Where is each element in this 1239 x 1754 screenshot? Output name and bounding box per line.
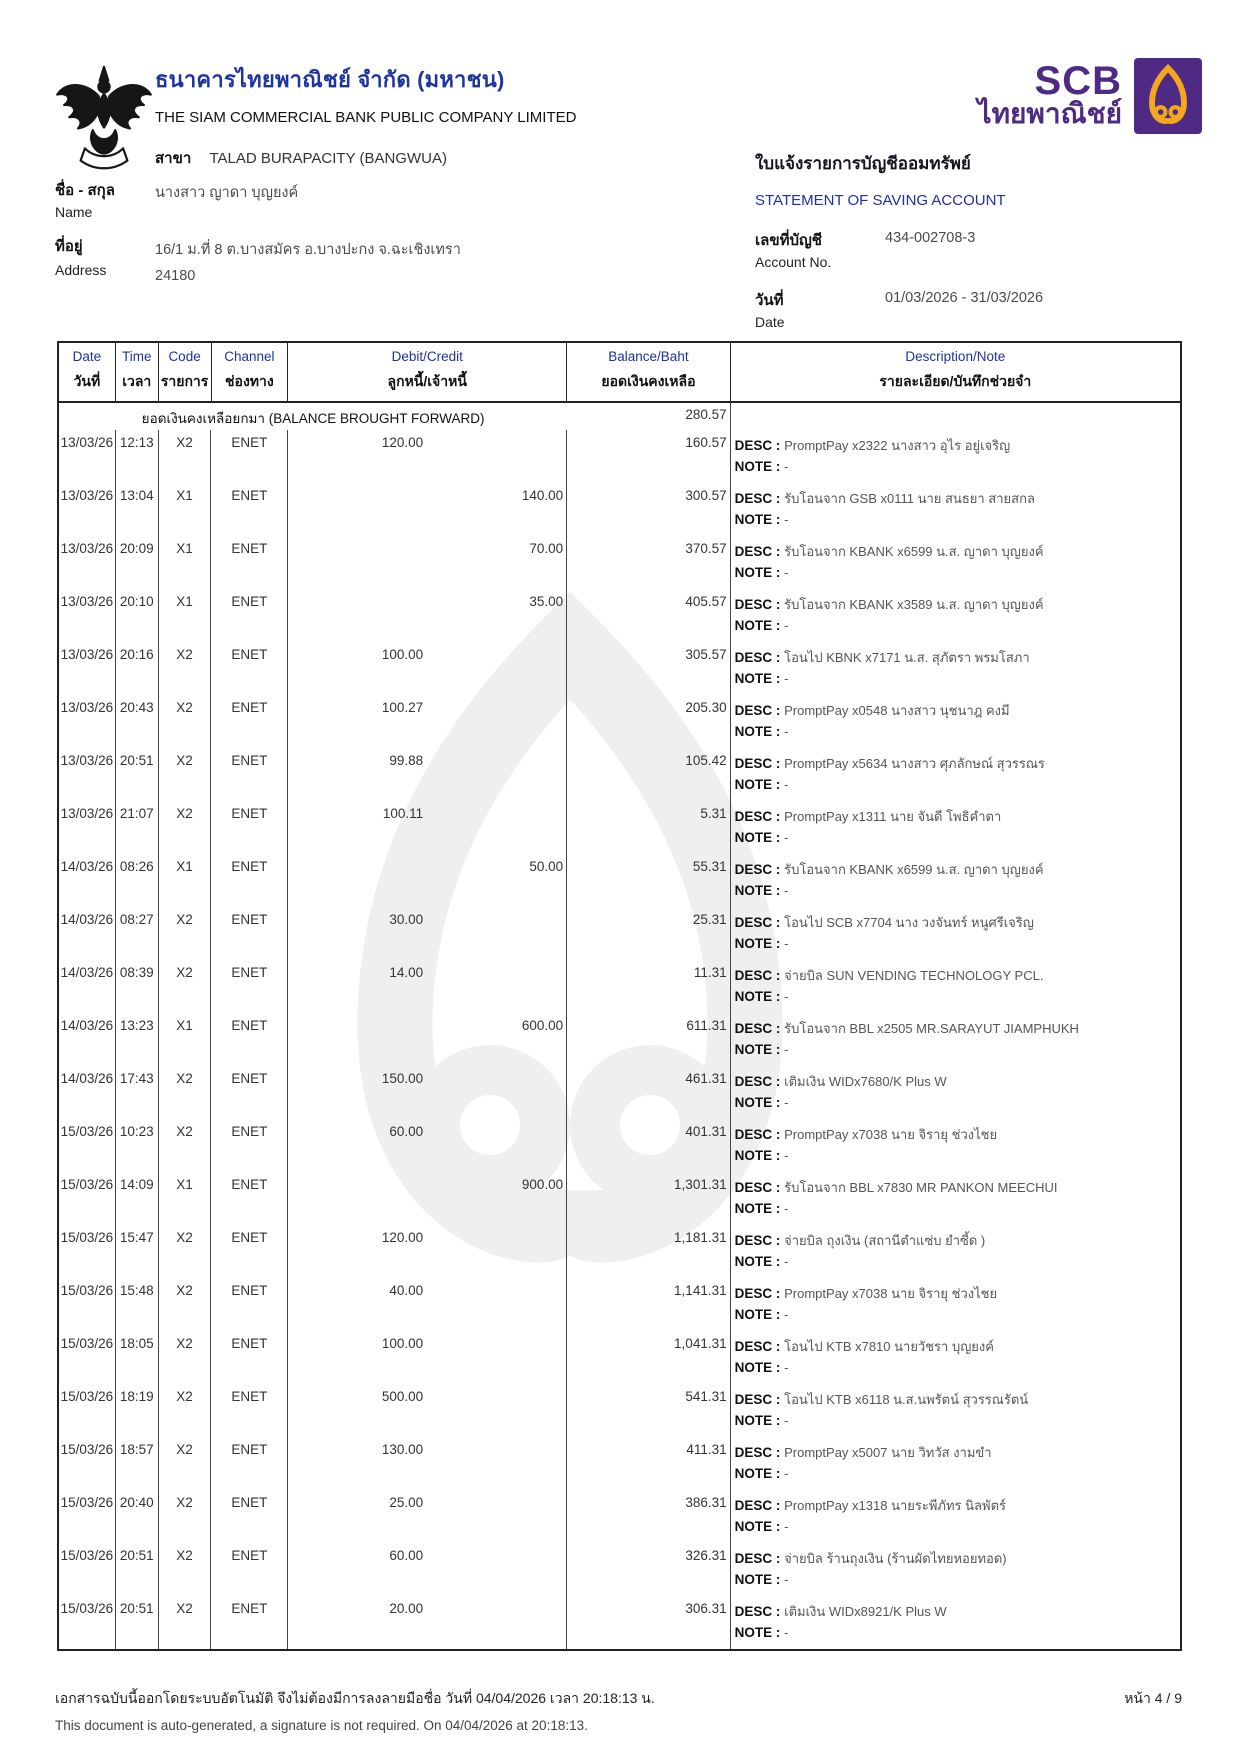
scb-logo-text <box>977 58 1122 130</box>
cell-date: 15/03/26 <box>59 1331 116 1384</box>
col-header-description: Description/Note รายละเอียด/บันทึกช่วยจำ <box>879 349 1032 389</box>
cell-code: X1 <box>159 1013 212 1066</box>
credit-amount: 900.00 <box>521 1177 564 1192</box>
cell-channel: ENET <box>211 960 288 1013</box>
cell-time: 20:09 <box>116 536 159 589</box>
cell-description <box>731 801 1180 854</box>
note-line: NOTE : - <box>734 1042 789 1057</box>
statement-date-range: 01/03/2026 - 31/03/2026 <box>885 290 1044 306</box>
address-line2: 24180 <box>155 268 196 284</box>
cell-channel: ENET <box>211 801 288 854</box>
cell-description <box>731 1172 1180 1225</box>
note-line: NOTE : - <box>734 1307 789 1322</box>
cell-code: X2 <box>159 1543 212 1596</box>
cell-description <box>731 748 1180 801</box>
cell-debit-credit <box>288 589 567 642</box>
cell-balance: 11.31 <box>567 960 730 1013</box>
cell-balance: 205.30 <box>567 695 730 748</box>
cell-code: X2 <box>159 430 212 483</box>
bank-identity <box>155 62 735 170</box>
cell-description <box>731 430 1180 483</box>
desc-line: DESC : โอนไป KTB x6118 น.ส.นพรัตน์ สุวรรณรัตน์ <box>734 1392 1029 1407</box>
cell-time: 13:23 <box>116 1013 159 1066</box>
note-line: NOTE : - <box>734 565 789 580</box>
cell-time: 20:43 <box>116 695 159 748</box>
cell-time: 20:51 <box>116 1543 159 1596</box>
cell-debit-credit <box>288 1013 567 1066</box>
note-line: NOTE : - <box>734 1413 789 1428</box>
debit-amount: 130.00 <box>381 1442 424 1457</box>
scb-logo <box>890 58 1202 134</box>
cell-description <box>731 1013 1180 1066</box>
debit-amount: 60.00 <box>389 1548 424 1563</box>
debit-amount: 30.00 <box>389 912 424 927</box>
note-line: NOTE : - <box>734 618 789 633</box>
cell-time: 15:48 <box>116 1278 159 1331</box>
cell-debit-credit <box>288 748 567 801</box>
note-line: NOTE : - <box>734 1360 789 1375</box>
cell-channel: ENET <box>211 1543 288 1596</box>
table-row <box>59 536 1180 589</box>
cell-description <box>731 536 1180 589</box>
bank-name-en: THE SIAM COMMERCIAL BANK PUBLIC COMPANY LIMITED <box>155 109 577 126</box>
cell-channel: ENET <box>211 430 288 483</box>
credit-amount: 600.00 <box>521 1018 564 1033</box>
cell-debit-credit <box>288 536 567 589</box>
table-rows <box>59 430 1180 1649</box>
cell-balance: 386.31 <box>567 1490 730 1543</box>
cell-debit-credit <box>288 1384 567 1437</box>
debit-amount: 120.00 <box>381 1230 424 1245</box>
cell-debit-credit <box>288 1596 567 1649</box>
cell-date: 13/03/26 <box>59 589 116 642</box>
cell-channel: ENET <box>211 1596 288 1649</box>
cell-date: 13/03/26 <box>59 430 116 483</box>
cell-code: X2 <box>159 801 212 854</box>
cell-date: 14/03/26 <box>59 1066 116 1119</box>
customer-name-label-th: ชื่อ - สกุล <box>55 182 115 199</box>
cell-description <box>731 642 1180 695</box>
cell-channel: ENET <box>211 695 288 748</box>
desc-line: DESC : โอนไป KBNK x7171 น.ส. สุภัตรา พรมโสภา <box>734 650 1030 665</box>
note-line: NOTE : - <box>734 1148 789 1163</box>
cell-date: 14/03/26 <box>59 854 116 907</box>
note-line: NOTE : - <box>734 512 789 527</box>
cell-date: 15/03/26 <box>59 1172 116 1225</box>
table-row <box>59 854 1180 907</box>
note-line: NOTE : - <box>734 1201 789 1216</box>
cell-code: X2 <box>159 907 212 960</box>
cell-date: 15/03/26 <box>59 1278 116 1331</box>
desc-line: DESC : โอนไป SCB x7704 นาง วงจันทร์ หนูศรีเจริญ <box>734 915 1034 930</box>
cell-balance: 306.31 <box>567 1596 730 1649</box>
debit-amount: 100.00 <box>381 647 424 662</box>
table-row <box>59 960 1180 1013</box>
cell-description <box>731 1596 1180 1649</box>
table-row <box>59 1172 1180 1225</box>
customer-name-label-en: Name <box>55 204 93 220</box>
cell-description <box>731 589 1180 642</box>
cell-debit-credit <box>288 1490 567 1543</box>
cell-time: 13:04 <box>116 483 159 536</box>
cell-time: 21:07 <box>116 801 159 854</box>
cell-debit-credit <box>288 1225 567 1278</box>
cell-channel: ENET <box>211 1278 288 1331</box>
desc-line: DESC : จ่ายบิล ร้านถุงเงิน (ร้านผัดไทยหอยทอด) <box>734 1551 1007 1566</box>
desc-line: DESC : รับโอนจาก KBANK x6599 น.ส. ญาดา บุญยงค์ <box>734 862 1044 877</box>
cell-balance: 105.42 <box>567 748 730 801</box>
table-row <box>59 1596 1180 1649</box>
cell-channel: ENET <box>211 589 288 642</box>
table-row <box>59 1013 1180 1066</box>
cell-balance: 411.31 <box>567 1437 730 1490</box>
cell-channel: ENET <box>211 1225 288 1278</box>
desc-line: DESC : เติมเงิน WIDx8921/K Plus W <box>734 1604 947 1619</box>
table-row <box>59 1119 1180 1172</box>
cell-date: 15/03/26 <box>59 1225 116 1278</box>
cell-channel: ENET <box>211 536 288 589</box>
garuda-emblem-icon <box>52 58 156 178</box>
cell-time: 20:16 <box>116 642 159 695</box>
cell-debit-credit <box>288 854 567 907</box>
desc-line: DESC : จ่ายบิล SUN VENDING TECHNOLOGY PCL. <box>734 968 1044 983</box>
desc-line: DESC : เติมเงิน WIDx7680/K Plus W <box>734 1074 947 1089</box>
cell-description <box>731 1490 1180 1543</box>
cell-balance: 1,181.31 <box>567 1225 730 1278</box>
cell-code: X2 <box>159 1437 212 1490</box>
cell-time: 12:13 <box>116 430 159 483</box>
note-line: NOTE : - <box>734 989 789 1004</box>
debit-amount: 100.00 <box>381 1336 424 1351</box>
cell-balance: 370.57 <box>567 536 730 589</box>
table-row <box>59 1384 1180 1437</box>
date-label-th: วันที่ <box>755 292 784 309</box>
cell-code: X2 <box>159 748 212 801</box>
cell-debit-credit <box>288 1278 567 1331</box>
cell-debit-credit <box>288 1119 567 1172</box>
col-header-date: Date วันที่ <box>59 343 116 401</box>
cell-channel: ENET <box>211 907 288 960</box>
account-number: 434-002708-3 <box>885 230 976 246</box>
debit-amount: 100.27 <box>381 700 424 715</box>
table-row <box>59 1066 1180 1119</box>
table-row <box>59 695 1180 748</box>
cell-date: 13/03/26 <box>59 801 116 854</box>
account-label-th: เลขที่บัญชี <box>755 232 822 249</box>
cell-date: 15/03/26 <box>59 1437 116 1490</box>
table-row <box>59 801 1180 854</box>
col-header-code: Code รายการ <box>159 343 212 401</box>
table-row <box>59 907 1180 960</box>
scb-wordmark: SCB <box>1034 59 1122 103</box>
credit-amount: 35.00 <box>529 594 564 609</box>
cell-debit-credit <box>288 1172 567 1225</box>
cell-debit-credit <box>288 907 567 960</box>
table-row <box>59 430 1180 483</box>
table-row <box>59 1331 1180 1384</box>
cell-description <box>731 854 1180 907</box>
cell-debit-credit <box>288 695 567 748</box>
desc-line: DESC : รับโอนจาก GSB x0111 นาย สนธยา สายสกล <box>734 491 1035 506</box>
bbf-label: ยอดเงินคงเหลือยกมา (BALANCE BROUGHT FORWARD) <box>141 411 485 426</box>
cell-date: 15/03/26 <box>59 1119 116 1172</box>
cell-balance: 401.31 <box>567 1119 730 1172</box>
debit-amount: 25.00 <box>389 1495 424 1510</box>
cell-code: X1 <box>159 589 212 642</box>
table-header <box>57 341 1182 403</box>
desc-line: DESC : PromptPay x2322 นางสาว อุไร อยู่เจริญ <box>734 438 1011 453</box>
cell-channel: ENET <box>211 642 288 695</box>
credit-amount: 140.00 <box>521 488 564 503</box>
note-line: NOTE : - <box>734 724 789 739</box>
branch-label: สาขา <box>155 150 192 167</box>
table-row <box>59 1225 1180 1278</box>
cell-time: 08:39 <box>116 960 159 1013</box>
bbf-balance: 280.57 <box>567 403 730 430</box>
table-row <box>59 589 1180 642</box>
cell-description <box>731 1437 1180 1490</box>
cell-time: 20:51 <box>116 1596 159 1649</box>
cell-time: 18:19 <box>116 1384 159 1437</box>
col-header-balance: Balance/Baht ยอดเงินคงเหลือ <box>567 343 730 401</box>
bank-name-th: ธนาคารไทยพาณิชย์ จำกัด (มหาชน) <box>155 67 505 92</box>
account-label-en: Account No. <box>755 254 832 270</box>
cell-code: X2 <box>159 1066 212 1119</box>
scb-leaf-icon <box>1134 58 1202 134</box>
cell-time: 15:47 <box>116 1225 159 1278</box>
cell-balance: 5.31 <box>567 801 730 854</box>
cell-code: X2 <box>159 1278 212 1331</box>
desc-line: DESC : จ่ายบิล ถุงเงิน (สถานีตำแซ่บ ยำซี้ด ) <box>734 1233 986 1248</box>
cell-date: 14/03/26 <box>59 1013 116 1066</box>
cell-code: X2 <box>159 695 212 748</box>
desc-line: DESC : PromptPay x5007 นาย วิทวัส งามขำ <box>734 1445 992 1460</box>
page-number: หน้า 4 / 9 <box>1124 1690 1182 1706</box>
desc-line: DESC : รับโอนจาก BBL x2505 MR.SARAYUT JIAMPHUKH <box>734 1021 1079 1036</box>
cell-channel: ENET <box>211 1066 288 1119</box>
desc-line: DESC : PromptPay x1311 นาย จันดี โพธิคำตา <box>734 809 1002 824</box>
customer-name: นางสาว ญาดา บุญยงค์ <box>155 185 299 201</box>
cell-channel: ENET <box>211 1384 288 1437</box>
cell-channel: ENET <box>211 748 288 801</box>
footer-note-en: This document is auto-generated, a signature is not required. On 04/04/2026 at 20:18:13. <box>55 1718 588 1733</box>
cell-balance: 1,141.31 <box>567 1278 730 1331</box>
cell-time: 18:05 <box>116 1331 159 1384</box>
bbf-description-empty <box>731 403 1180 430</box>
cell-time: 08:26 <box>116 854 159 907</box>
date-label-en: Date <box>755 314 785 330</box>
col-header-channel: Channel ช่องทาง <box>212 343 289 401</box>
note-line: NOTE : - <box>734 830 789 845</box>
cell-balance: 1,301.31 <box>567 1172 730 1225</box>
table-row <box>59 1278 1180 1331</box>
desc-line: DESC : PromptPay x5634 นางสาว ศุภลักษณ์ สุวรรณร <box>734 756 1045 771</box>
cell-balance: 405.57 <box>567 589 730 642</box>
cell-code: X1 <box>159 1172 212 1225</box>
cell-time: 08:27 <box>116 907 159 960</box>
note-line: NOTE : - <box>734 883 789 898</box>
desc-line: DESC : รับโอนจาก BBL x7830 MR PANKON MEECHUI <box>734 1180 1058 1195</box>
cell-description <box>731 1384 1180 1437</box>
cell-balance: 305.57 <box>567 642 730 695</box>
cell-debit-credit <box>288 1066 567 1119</box>
cell-balance: 461.31 <box>567 1066 730 1119</box>
cell-debit-credit <box>288 1331 567 1384</box>
address-label-en: Address <box>55 262 107 278</box>
table-row <box>59 1490 1180 1543</box>
debit-amount: 100.11 <box>382 806 424 821</box>
cell-code: X2 <box>159 1490 212 1543</box>
cell-balance: 300.57 <box>567 483 730 536</box>
cell-balance: 55.31 <box>567 854 730 907</box>
table-row <box>59 642 1180 695</box>
note-line: NOTE : - <box>734 459 789 474</box>
statement-title-en: STATEMENT OF SAVING ACCOUNT <box>755 192 1006 209</box>
cell-code: X2 <box>159 1596 212 1649</box>
statement-title-th: ใบแจ้งรายการบัญชีออมทรัพย์ <box>755 154 971 173</box>
cell-description <box>731 1119 1180 1172</box>
cell-code: X1 <box>159 483 212 536</box>
cell-balance: 160.57 <box>567 430 730 483</box>
cell-debit-credit <box>288 483 567 536</box>
cell-debit-credit <box>288 430 567 483</box>
cell-balance: 1,041.31 <box>567 1331 730 1384</box>
address-line1: 16/1 ม.ที่ 8 ต.บางสมัคร อ.บางปะกง จ.ฉะเชิงเทรา <box>155 242 461 258</box>
note-line: NOTE : - <box>734 1466 789 1481</box>
note-line: NOTE : - <box>734 936 789 951</box>
cell-description <box>731 1225 1180 1278</box>
cell-channel: ENET <box>211 1437 288 1490</box>
cell-code: X1 <box>159 854 212 907</box>
desc-line: DESC : โอนไป KTB x7810 นายวัชรา บุญยงค์ <box>734 1339 994 1354</box>
desc-line: DESC : รับโอนจาก KBANK x3589 น.ส. ญาดา บุญยงค์ <box>734 597 1044 612</box>
debit-amount: 14.00 <box>389 965 424 980</box>
col-header-debit-credit: Debit/Credit ลูกหนี้/เจ้าหนี้ <box>288 343 567 401</box>
cell-description <box>731 960 1180 1013</box>
note-line: NOTE : - <box>734 777 789 792</box>
note-line: NOTE : - <box>734 1254 789 1269</box>
cell-balance: 25.31 <box>567 907 730 960</box>
cell-time: 10:23 <box>116 1119 159 1172</box>
cell-date: 14/03/26 <box>59 907 116 960</box>
branch-line <box>155 146 735 170</box>
cell-balance: 611.31 <box>567 1013 730 1066</box>
cell-channel: ENET <box>211 1490 288 1543</box>
cell-debit-credit <box>288 1437 567 1490</box>
desc-line: DESC : PromptPay x0548 นางสาว นุชนาฎ คงมี <box>734 703 1010 718</box>
debit-amount: 150.00 <box>381 1071 424 1086</box>
table-body <box>57 403 1182 1651</box>
debit-amount: 60.00 <box>389 1124 424 1139</box>
table-row <box>59 748 1180 801</box>
desc-line: DESC : PromptPay x7038 นาย จิรายุ ช่วงไชย <box>734 1286 998 1301</box>
note-line: NOTE : - <box>734 1625 789 1640</box>
address-label-th: ที่อยู่ <box>55 238 83 255</box>
cell-channel: ENET <box>211 483 288 536</box>
cell-description <box>731 1278 1180 1331</box>
cell-code: X2 <box>159 1331 212 1384</box>
cell-code: X2 <box>159 642 212 695</box>
cell-code: X2 <box>159 1384 212 1437</box>
cell-channel: ENET <box>211 854 288 907</box>
cell-description <box>731 1066 1180 1119</box>
cell-date: 14/03/26 <box>59 960 116 1013</box>
cell-date: 15/03/26 <box>59 1543 116 1596</box>
cell-date: 15/03/26 <box>59 1384 116 1437</box>
cell-channel: ENET <box>211 1119 288 1172</box>
cell-debit-credit <box>288 801 567 854</box>
cell-debit-credit <box>288 642 567 695</box>
cell-code: X1 <box>159 536 212 589</box>
cell-code: X2 <box>159 960 212 1013</box>
credit-amount: 70.00 <box>529 541 564 556</box>
debit-amount: 20.00 <box>389 1601 424 1616</box>
cell-description <box>731 1331 1180 1384</box>
debit-amount: 120.00 <box>381 435 424 450</box>
cell-balance: 541.31 <box>567 1384 730 1437</box>
cell-description <box>731 695 1180 748</box>
cell-code: X2 <box>159 1225 212 1278</box>
cell-time: 20:51 <box>116 748 159 801</box>
desc-line: DESC : PromptPay x1318 นายระพีภัทร นิลพัตร์ <box>734 1498 1006 1513</box>
cell-date: 13/03/26 <box>59 748 116 801</box>
cell-channel: ENET <box>211 1331 288 1384</box>
cell-description <box>731 483 1180 536</box>
cell-date: 13/03/26 <box>59 642 116 695</box>
table-row <box>59 483 1180 536</box>
cell-date: 13/03/26 <box>59 695 116 748</box>
balance-brought-forward-row <box>59 403 1180 430</box>
note-line: NOTE : - <box>734 1519 789 1534</box>
cell-channel: ENET <box>211 1013 288 1066</box>
desc-line: DESC : PromptPay x7038 นาย จิรายุ ช่วงไชย <box>734 1127 998 1142</box>
cell-date: 13/03/26 <box>59 536 116 589</box>
branch-value: TALAD BURAPACITY (BANGWUA) <box>209 150 447 167</box>
note-line: NOTE : - <box>734 671 789 686</box>
cell-description <box>731 907 1180 960</box>
debit-amount: 99.88 <box>389 753 424 768</box>
note-line: NOTE : - <box>734 1572 789 1587</box>
cell-date: 13/03/26 <box>59 483 116 536</box>
cell-time: 14:09 <box>116 1172 159 1225</box>
debit-amount: 40.00 <box>389 1283 424 1298</box>
credit-amount: 50.00 <box>529 859 564 874</box>
cell-date: 15/03/26 <box>59 1596 116 1649</box>
cell-channel: ENET <box>211 1172 288 1225</box>
cell-time: 20:10 <box>116 589 159 642</box>
cell-time: 17:43 <box>116 1066 159 1119</box>
cell-debit-credit <box>288 960 567 1013</box>
table-row <box>59 1543 1180 1596</box>
scb-wordmark-th: ไทยพาณิชย์ <box>977 98 1122 129</box>
note-line: NOTE : - <box>734 1095 789 1110</box>
cell-date: 15/03/26 <box>59 1490 116 1543</box>
cell-description <box>731 1543 1180 1596</box>
table-row <box>59 1437 1180 1490</box>
cell-code: X2 <box>159 1119 212 1172</box>
debit-amount: 500.00 <box>381 1389 424 1404</box>
cell-time: 20:40 <box>116 1490 159 1543</box>
transactions-table <box>57 341 1182 1651</box>
footer-note-th: เอกสารฉบับนี้ออกโดยระบบอัตโนมัติ จึงไม่ต้องมีการลงลายมือชื่อ วันที่ 04/04/2026 เวลา 20:18:13 น. <box>55 1690 655 1706</box>
col-header-time: Time เวลา <box>116 343 159 401</box>
cell-balance: 326.31 <box>567 1543 730 1596</box>
desc-line: DESC : รับโอนจาก KBANK x6599 น.ส. ญาดา บุญยงค์ <box>734 544 1044 559</box>
cell-time: 18:57 <box>116 1437 159 1490</box>
cell-debit-credit <box>288 1543 567 1596</box>
